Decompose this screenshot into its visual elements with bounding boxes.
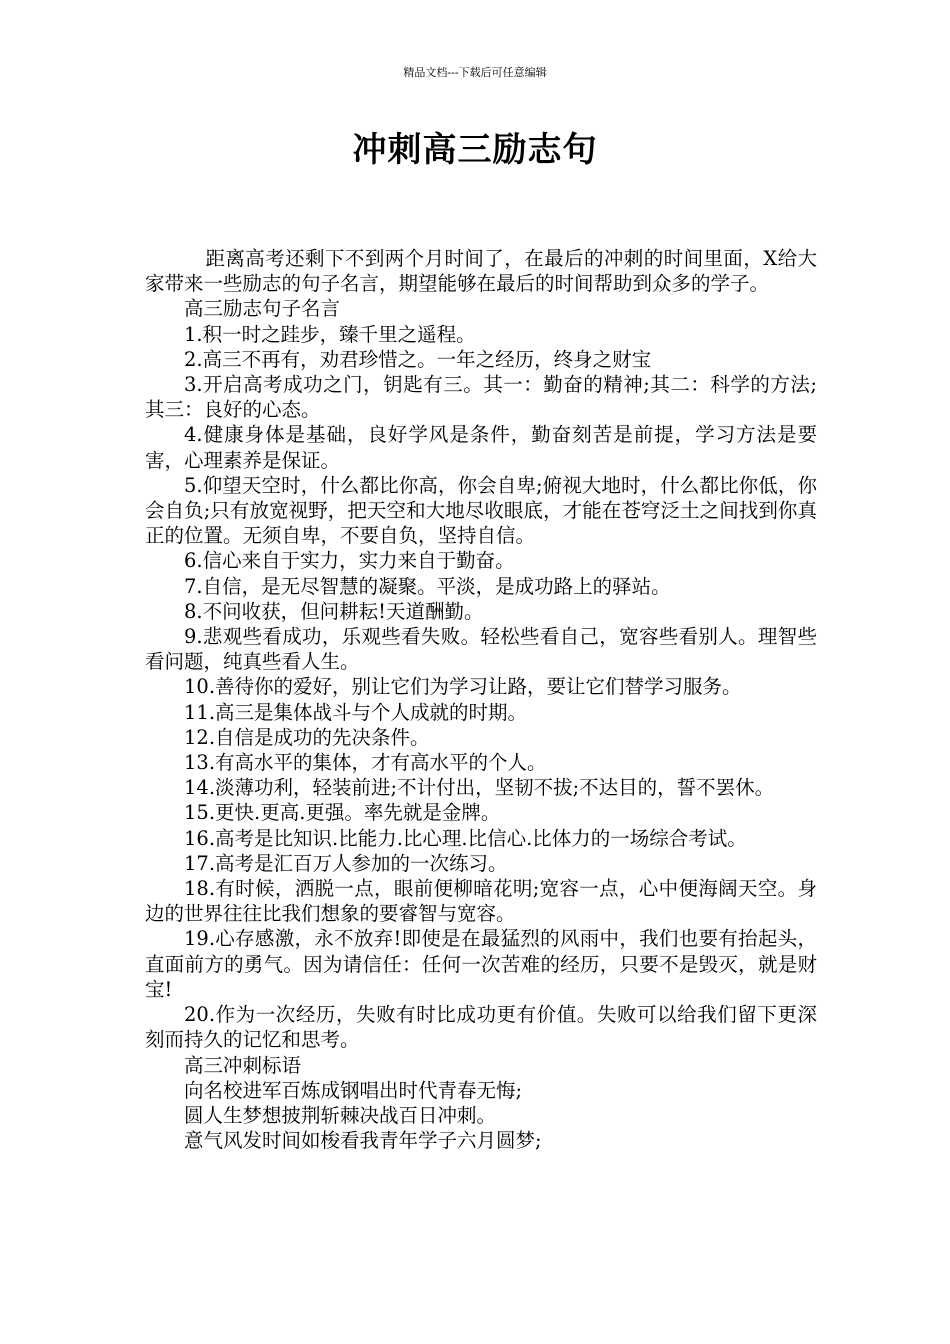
quote-item-17: 17.高考是汇百万人参加的一次练习。 <box>184 851 508 875</box>
quote-item-20: 20.作为一次经历，失败有时比成功更有价值。失败可以给我们留下更深刻而持久的记忆和思考。 <box>145 1003 817 1052</box>
section-heading-quotes: 高三励志句子名言 <box>184 297 341 321</box>
quote-item-18: 18.有时候，洒脱一点，眼前便柳暗花明;宽容一点，心中便海阔天空。身边的世界往往比我们想象的要睿智与宽容。 <box>145 877 817 926</box>
slogan-line-1: 向名校进军百炼成钢唱出时代青春无悔; <box>184 1078 523 1102</box>
quote-item-2: 2.高三不再有，劝君珍惜之。一年之经历，终身之财宝 <box>184 347 652 371</box>
quote-item-14: 14.淡薄功利，轻装前进;不计付出，坚韧不拔;不达目的，誓不罢休。 <box>184 776 775 800</box>
section-heading-slogans: 高三冲刺标语 <box>184 1053 302 1077</box>
quote-item-12: 12.自信是成功的先决条件。 <box>184 725 430 749</box>
intro-paragraph: 距离高考还剩下不到两个月时间了，在最后的冲刺的时间里面，X给大家带来一些励志的句子名言，期望能够在最后的时间帮助到众多的学子。 <box>145 247 817 296</box>
quote-item-5: 5.仰望天空时，什么都比你高，你会自卑;俯视大地时，什么都比你低，你会自负;只有放宽视野，把天空和大地尽收眼底，才能在苍穹泛土之间找到你真正的位置。无须自卑，不要自负，坚持自信。 <box>145 473 817 548</box>
quote-item-4: 4.健康身体是基础，良好学风是条件，勤奋刻苦是前提，学习方法是要害，心理素养是保证。 <box>145 423 817 472</box>
quote-item-1: 1.积一时之跬步，臻千里之遥程。 <box>184 322 476 346</box>
quote-item-3: 3.开启高考成功之门，钥匙有三。其一：勤奋的精神;其二：科学的方法;其三：良好的心态。 <box>145 373 817 422</box>
quote-item-19: 19.心存感激，永不放弃!即使是在最猛烈的风雨中，我们也要有抬起头，直面前方的勇气。因为请信任：任何一次苦难的经历，只要不是毁灭，就是财宝! <box>145 927 817 1001</box>
quote-item-10: 10.善待你的爱好，别让它们为学习让路，要让它们替学习服务。 <box>184 675 742 699</box>
quote-item-8: 8.不问收获，但问耕耘!天道酬勤。 <box>184 599 484 623</box>
quote-item-11: 11.高三是集体战斗与个人成就的时期。 <box>184 700 528 724</box>
slogan-line-2: 圆人生梦想披荆斩棘决战百日冲刺。 <box>184 1103 497 1127</box>
quote-item-9: 9.悲观些看成功，乐观些看失败。轻松些看自己，宽容些看别人。理智些看问题，纯真些看人生。 <box>145 625 817 674</box>
document-title: 冲刺高三励志句 <box>352 130 598 170</box>
quote-item-13: 13.有高水平的集体，才有高水平的个人。 <box>184 751 547 775</box>
quote-item-15: 15.更快.更高.更强。率先就是金牌。 <box>184 801 501 825</box>
quote-item-6: 6.信心来自于实力，实力来自于勤奋。 <box>184 549 515 573</box>
slogan-line-3: 意气风发时间如梭看我青年学子六月圆梦; <box>184 1129 542 1153</box>
document-body <box>145 246 817 1153</box>
page-header-note: 精品文档---下载后可任意编辑 <box>403 66 547 79</box>
quote-item-7: 7.自信，是无尽智慧的凝聚。平淡，是成功路上的驿站。 <box>184 574 671 598</box>
quote-item-16: 16.高考是比知识.比能力.比心理.比信心.比体力的一场综合考试。 <box>184 826 747 850</box>
